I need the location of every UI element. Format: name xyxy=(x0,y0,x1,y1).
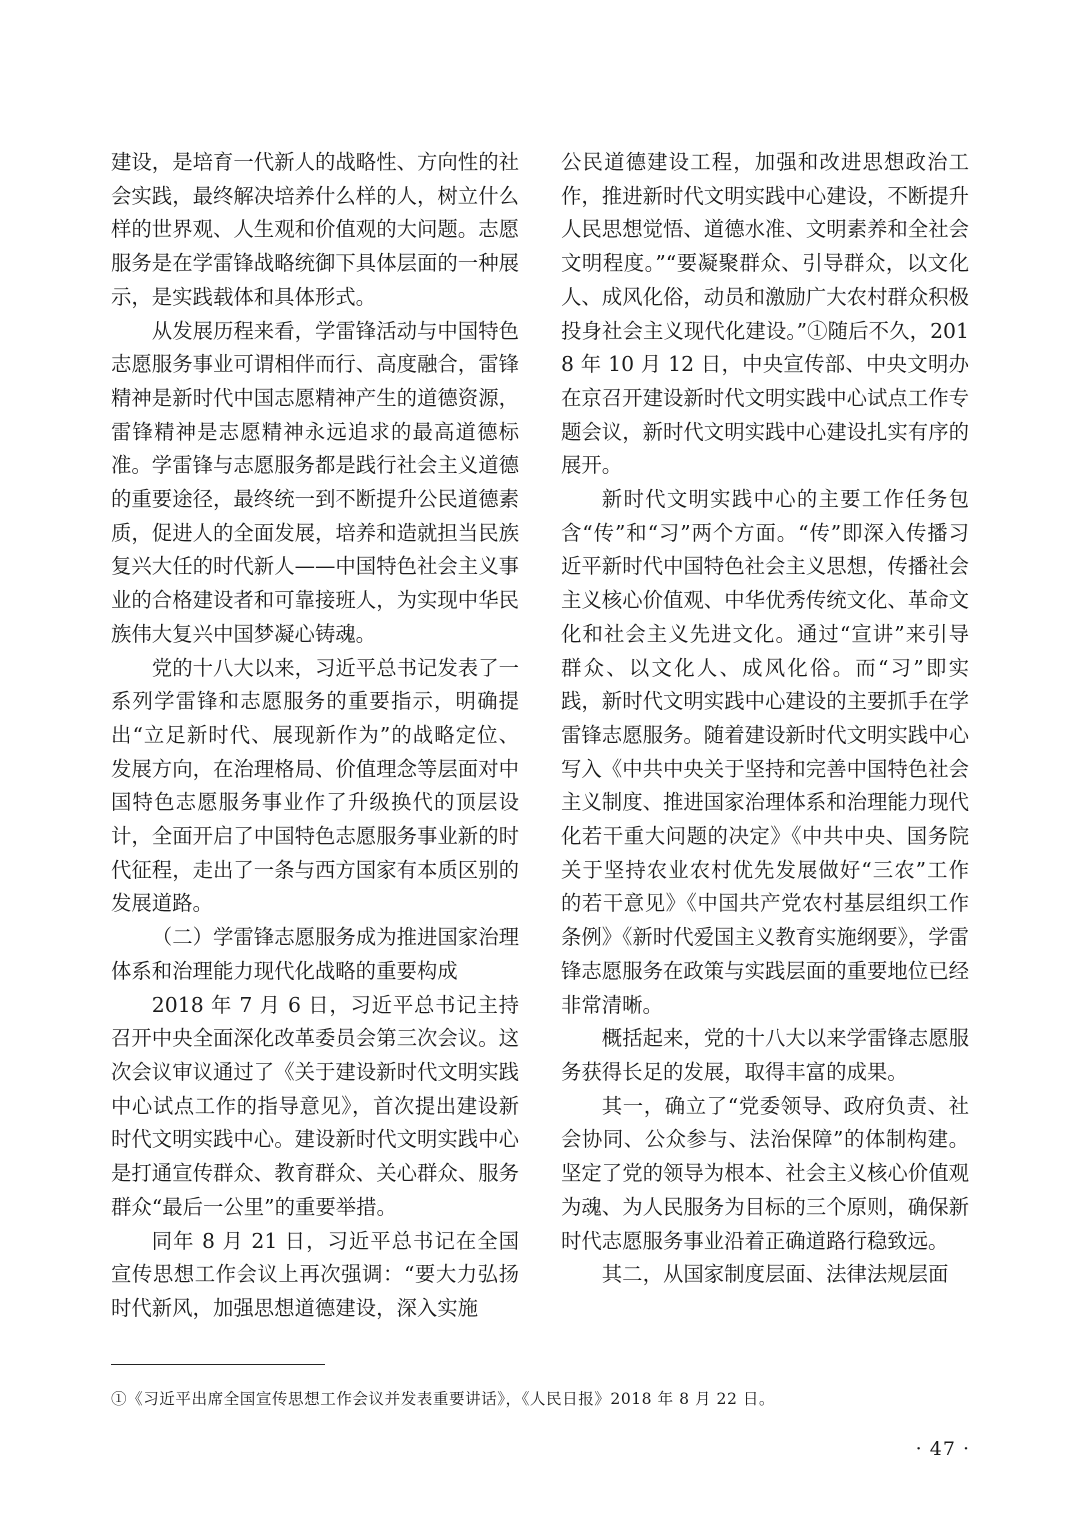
page-number: · 47 · xyxy=(915,1438,970,1460)
footnote: ①《习近平出席全国宣传思想工作会议并发表重要讲话》，《人民日报》2018 年 8 月 22 日。 xyxy=(111,1390,776,1408)
paragraph: 其一，确立了“党委领导、政府负责、社会协同、公众参与、法治保障”的体制构建。坚定了党的领导为根本、社会主义核心价值观为魂、为人民服务为目标的三个原则，确保新时代志愿服务事业沿着正确道路行稳致远。 xyxy=(561,1093,969,1253)
paragraph: 公民道德建设工程，加强和改进思想政治工作，推进新时代文明实践中心建设，不断提升人民思想觉悟、道德水准、文明素养和全社会文明程度。”“要凝聚群众、引导群众，以文化人、成风化俗，动员和激励广大农村群众积极投身社会主义现代化建设。”①随后不久，2018 年 10 月 12 日，中央宣传部、中央文明办在京召开建设新时代文明实践中心试点工作专题会议，新时代文明实践中心建设扎实有序的展开。 xyxy=(561,150,969,478)
left-column xyxy=(111,146,519,1326)
paragraph: 从发展历程来看，学雷锋活动与中国特色志愿服务事业可谓相伴而行、高度融合，雷锋精神是新时代中国志愿精神产生的道德资源，雷锋精神是志愿精神永远追求的最高道德标准。学雷锋与志愿服务都是践行社会主义道德的重要途径，最终统一到不断提升公民道德素质，促进人的全面发展，培养和造就担当民族复兴大任的时代新人——中国特色社会主义事业的合格建设者和可靠接班人，为实现中华民族伟大复兴中国梦凝心铸魂。 xyxy=(111,318,519,646)
paragraph: 新时代文明实践中心的主要工作任务包含“传”和“习”两个方面。“传”即深入传播习近平新时代中国特色社会主义思想，传播社会主义核心价值观、中华优秀传统文化、革命文化和社会主义先进文化。通过“宣讲”来引导群众、以文化人、成风化俗。而“习”即实践，新时代文明实践中心建设的主要抓手在学雷锋志愿服务。随着建设新时代文明实践中心写入《中共中央关于坚持和完善中国特色社会主义制度、推进国家治理体系和治理能力现代化若干重大问题的决定》《中共中央、国务院关于坚持农业农村优先发展做好“三农”工作的若干意见》《中国共产党农村基层组织工作条例》《新时代爱国主义教育实施纲要》，学雷锋志愿服务在政策与实践层面的重要地位已经非常清晰。 xyxy=(561,487,969,1017)
paragraph: 概括起来，党的十八大以来学雷锋志愿服务获得长足的发展，取得丰富的成果。 xyxy=(561,1026,969,1084)
footnote-divider xyxy=(111,1364,325,1365)
paragraph: 其二，从国家制度层面、法律法规层面 xyxy=(601,1262,949,1287)
paragraph: 党的十八大以来，习近平总书记发表了一系列学雷锋和志愿服务的重要指示，明确提出“立足新时代、展现新作为”的战略定位、发展方向，在治理格局、价值理念等层面对中国特色志愿服务事业作了升级换代的顶层设计，全面开启了中国特色志愿服务事业新的时代征程，走出了一条与西方国家有本质区别的发展道路。 xyxy=(111,655,519,916)
paragraph: 2018 年 7 月 6 日，习近平总书记主持召开中央全面深化改革委员会第三次会议。这次会议审议通过了《关于建设新时代文明实践中心试点工作的指导意见》，首次提出建设新时代文明实践中心。建设新时代文明实践中心是打通宣传群众、教育群众、关心群众、服务群众“最后一公里”的重要举措。 xyxy=(111,992,519,1219)
right-column xyxy=(561,146,969,1292)
section-heading: （二）学雷锋志愿服务成为推进国家治理体系和治理能力现代化战略的重要构成 xyxy=(111,925,519,983)
paragraph: 建设，是培育一代新人的战略性、方向性的社会实践，最终解决培养什么样的人，树立什么样的世界观、人生观和价值观的大问题。志愿服务是在学雷锋战略统御下具体层面的一种展示，是实践载体和具体形式。 xyxy=(111,150,519,309)
paragraph: 同年 8 月 21 日，习近平总书记在全国宣传思想工作会议上再次强调：“要大力弘扬时代新风，加强思想道德建设，深入实施 xyxy=(111,1228,519,1320)
